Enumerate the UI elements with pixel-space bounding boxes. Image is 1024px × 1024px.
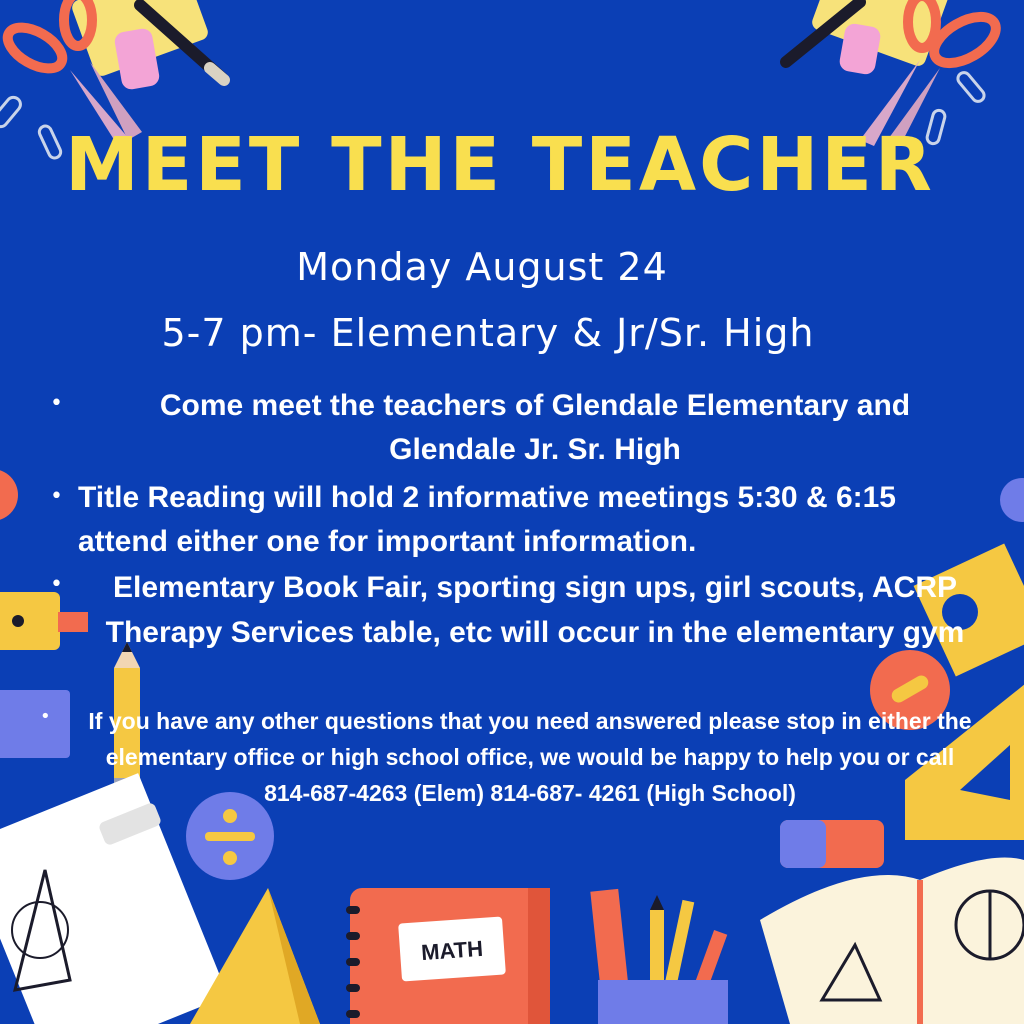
bullet-title-reading: Title Reading will hold 2 informative meetings 5:30 & 6:15 attend either one for important information.: [78, 481, 896, 558]
bullet-questions: [70, 703, 990, 811]
bullet-marker: •: [40, 706, 51, 727]
bullet-marker: •: [50, 484, 63, 509]
notebook-label: MATH: [420, 935, 484, 966]
event-time: 5-7 pm- Elementary & Jr/Sr. High: [161, 311, 815, 355]
event-date: Monday August 24: [296, 245, 668, 289]
phone-numbers: 814-687-4263 (Elem) 814-687- 4261 (High School): [264, 780, 796, 806]
bullet-meet-teachers: Come meet the teachers of Glendale Elementary and Glendale Jr. Sr. High: [159, 389, 911, 466]
page-title: MEET THE TEACHER: [65, 122, 935, 208]
bullet-book-fair: Elementary Book Fair, sporting sign ups, girl scouts, ACRP Therapy Services table, etc will occur in the elementary gym: [105, 571, 965, 649]
bullet-marker: •: [50, 572, 63, 597]
questions-text: If you have any other questions that you need answered please stop in either the elementary office or high school office, we would be happy to help you or call: [88, 708, 972, 770]
bullet-marker: •: [50, 391, 63, 416]
